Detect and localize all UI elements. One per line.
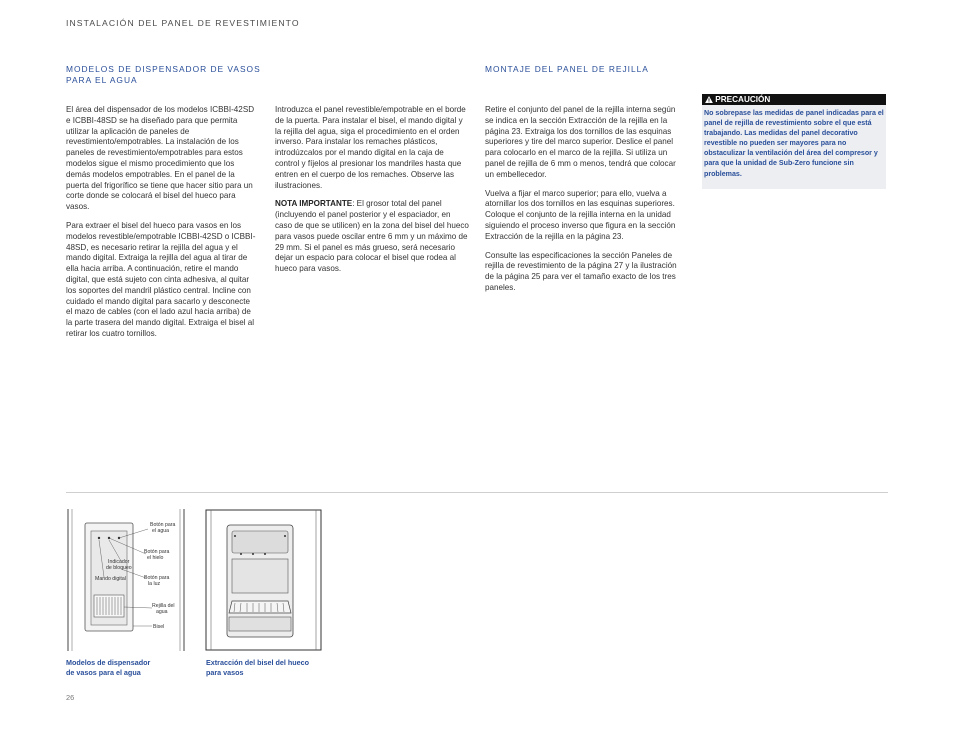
dispenser-diagram xyxy=(66,509,186,651)
note-label: NOTA IMPORTANTE xyxy=(275,199,353,209)
caption-line: para vasos xyxy=(206,668,244,677)
figure2-caption xyxy=(206,658,309,678)
page-number: 26 xyxy=(66,693,75,702)
label-water-grille: Rejilla del xyxy=(152,603,175,609)
label-water-button: Botón para xyxy=(150,522,176,528)
section-title-dispenser xyxy=(66,64,261,86)
column-3 xyxy=(485,105,679,302)
label-water-button: el agua xyxy=(152,528,170,534)
label-ice-button: el hielo xyxy=(147,555,164,561)
warning-icon xyxy=(705,96,713,103)
section-divider xyxy=(66,492,888,493)
label-water-grille: agua xyxy=(156,609,168,615)
caption-line: Modelos de dispensador xyxy=(66,658,151,667)
label-lock-indicator: de bloqueo xyxy=(106,565,132,571)
caution-header xyxy=(702,94,886,105)
note-text: : El grosor total del panel (incluyendo el panel posterior y el espaciador, en caso de que se utilicen) en la zona del bisel del hueco para vasos puede oscilar entre 6 mm y un máximo de 29 mm. Si el panel es más grueso, será necesario dejar un espacio para colocar el bisel que rodea al hueco para vasos. xyxy=(275,199,469,274)
label-light-button: Botón para xyxy=(144,575,170,581)
section-title-line: MODELOS DE DISPENSADOR DE VASOS xyxy=(66,64,261,74)
running-header: INSTALACIÓN DEL PANEL DE REVESTIMIENTO xyxy=(66,18,300,28)
caution-box xyxy=(702,94,886,189)
important-note xyxy=(275,199,469,275)
label-lock-indicator: Indicador xyxy=(108,559,130,565)
label-ice-button: Botón para xyxy=(144,549,170,555)
column-2 xyxy=(275,105,469,283)
column-1 xyxy=(66,105,258,348)
paragraph: Vuelva a fijar el marco superior; para ello, vuelva a atornillar los dos tornillos en las esquinas superiores. Coloque el conjunto de la rejilla interna en la unidad siguiendo el proceso inverso que figura en la sección Extracción de la rejilla en la página 23. xyxy=(485,188,676,241)
label-bezel: Bisel xyxy=(153,624,165,630)
label-light-button: la luz xyxy=(148,581,161,587)
paragraph: Introduzca el panel revestible/empotrable en el borde de la puerta. Para instalar el bisel, el mando digital y la rejilla del agua, siga el procedimiento en el orden inverso. Para instalar los remaches plásticos, introdúzcalos por el mando digital en la caja de control y fíjelos al presionar los mandriles hasta que entren en el cuerpo de los remaches. Observe las ilustraciones. xyxy=(275,105,466,190)
paragraph: Retire el conjunto del panel de la rejilla interna según se indica en la sección Extracción de la rejilla en la página 23. Extraiga los dos tornillos de las esquinas superiores y tire del marco superior. Deslice el panel para colocarlo en el marco de la rejilla. Si utiliza un panel de rejilla de 6 mm o menos, tendrá que colocar un embellecedor. xyxy=(485,105,676,179)
caution-title: PRECAUCIÓN xyxy=(715,95,771,104)
figure1-caption xyxy=(66,658,150,678)
caption-line: Extracción del bisel del hueco xyxy=(206,658,310,667)
bezel-removal-diagram xyxy=(205,509,323,651)
caption-line: de vasos para el agua xyxy=(66,668,141,677)
caution-text: No sobrepase las medidas de panel indicadas para el panel de rejilla de revestimiento sobre el que está trabajando. Las medidas del panel decorativo revestible no pueden ser mayores para no obstaculizar la ventilación del área del compresor y para que la unidad de Sub-Zero funcione sin problemas. xyxy=(704,109,884,178)
label-digital-control: Mando digital xyxy=(95,576,126,582)
section-title-line: PARA EL AGUA xyxy=(66,75,138,85)
paragraph: Para extraer el bisel del hueco para vasos en los modelos revestible/empotrable ICBBI-42SD o ICBBI-48SD, es necesario retirar la rejilla del agua y el mando digital. Extraiga la rejilla del agua al tirar de ella hacia arriba. A continuación, retire el mando digital, que está sujeto con cinta adhesiva, al quitar los soportes del mandril plástico central. Incline con cuidado el mando digital para sacarlo y desconecte el mazo de cables (con el lado azul hacia arriba) de la parte trasera del mando digital. Extraiga el bisel al retirar los cuatro tornillos. xyxy=(66,220,256,338)
paragraph: Consulte las especificaciones la sección Paneles de rejilla de revestimiento de la página 27 y la ilustración de la página 25 para ver el tamaño exacto de los tres paneles. xyxy=(485,250,677,292)
paragraph: El área del dispensador de los modelos ICBBI-42SD e ICBBI-48SD se ha diseñado para que permita utilizar la aplicación de paneles de revestimiento/empotrables. La instalación de los paneles de revestimiento/empotrables para estos modelos sigue el mismo procedimiento que los demás modelos empotrables. En el panel de la puerta del frigorífico se tiene que hacer sitio para un corte donde se colocará el bisel del hueco para vasos. xyxy=(66,105,255,212)
section-title-grille: MONTAJE DEL PANEL DE REJILLA xyxy=(485,64,649,74)
